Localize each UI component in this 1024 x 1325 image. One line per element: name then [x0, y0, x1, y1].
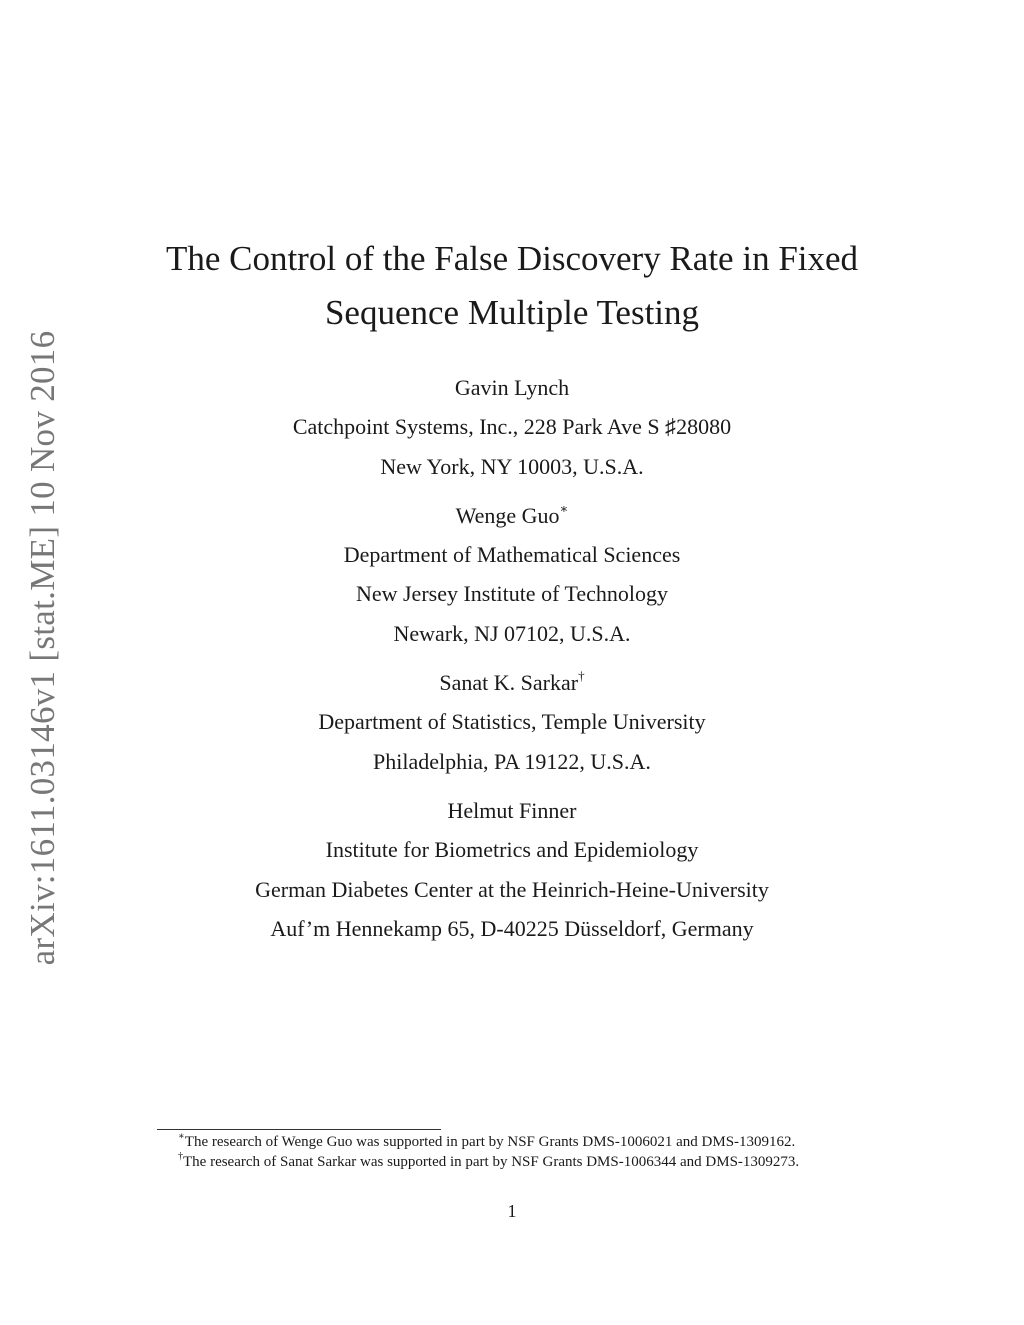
affiliation-line: Newark, NJ 07102, U.S.A.	[393, 620, 631, 646]
author-block	[0, 663, 1024, 781]
affiliation-line: Department of Statistics, Temple University	[318, 709, 706, 735]
title-line-1: The Control of the False Discovery Rate in Fixed	[165, 239, 859, 278]
paper-title	[0, 232, 1024, 340]
footnote-mark: ∗	[178, 1131, 185, 1142]
affiliation-line: New Jersey Institute of Technology	[355, 581, 669, 607]
author-name: Wenge Guo∗	[455, 500, 569, 528]
footnote: ∗The research of Wenge Guo was supported in part by NSF Grants DMS-1006021 and DMS-1309162.	[178, 1131, 796, 1150]
affiliation-line: Institute for Biometrics and Epidemiology	[325, 837, 699, 863]
affiliation-line: New York, NY 10003, U.S.A.	[380, 453, 644, 479]
author-block	[0, 791, 1024, 948]
author-block	[0, 368, 1024, 486]
author-name: Gavin Lynch	[454, 375, 570, 400]
author-name: Sanat K. Sarkar†	[439, 667, 585, 696]
footnote-mark: ∗	[559, 500, 569, 516]
author-name: Helmut Finner	[447, 797, 577, 823]
affiliation-line: Auf’m Hennekamp 65, D-40225 Düsseldorf, Germany	[270, 915, 754, 941]
arxiv-stamp: arXiv:1611.03146v1 [stat.ME] 10 Nov 2016	[23, 330, 62, 966]
page-number: 1	[507, 1201, 517, 1221]
footnote-divider	[157, 1129, 441, 1130]
affiliation-line: Catchpoint Systems, Inc., 228 Park Ave S ♯28080	[292, 414, 732, 440]
affiliation-line: Philadelphia, PA 19122, U.S.A.	[373, 748, 651, 774]
footnotes	[178, 1132, 799, 1172]
affiliation-line: German Diabetes Center at the Heinrich-Heine-University	[255, 876, 769, 902]
author-block	[0, 496, 1024, 653]
footnote-mark: †	[578, 667, 585, 683]
title-line-2: Sequence Multiple Testing	[324, 293, 700, 332]
author-list	[0, 368, 1024, 958]
footnote-mark: †	[178, 1151, 183, 1162]
footnote: †The research of Sanat Sarkar was supported in part by NSF Grants DMS-1006344 and DMS-1309273.	[178, 1151, 800, 1170]
affiliation-line: Department of Mathematical Sciences	[343, 542, 681, 568]
